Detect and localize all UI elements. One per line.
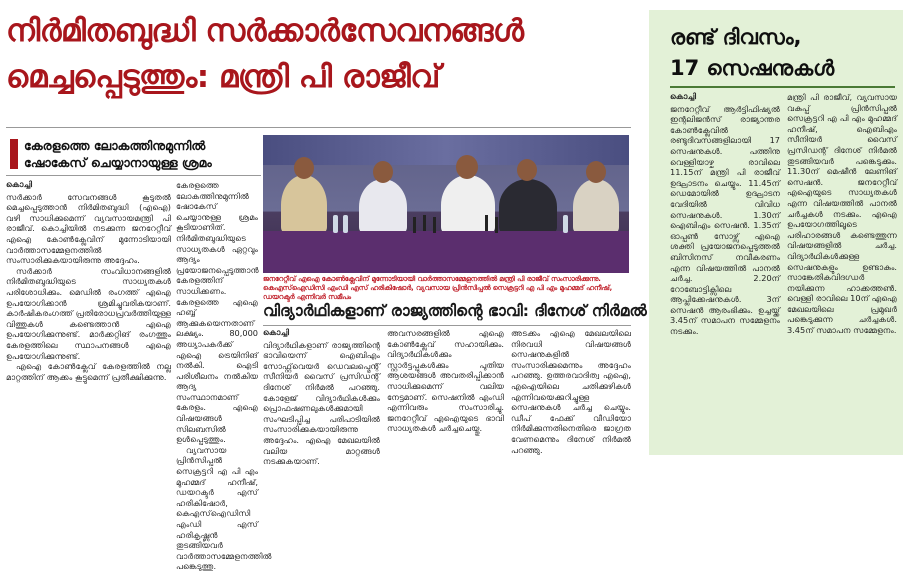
- photo-microphone: [413, 217, 416, 233]
- photo-person: [499, 179, 557, 235]
- photo-water-bottle: [333, 215, 338, 233]
- sidebar-text: ജനറേറ്റീവ് ആർട്ടിഫിഷ്യൽ ഇന്റലിജൻസ് രാജ്യാന്തര കോൺക്ലേവിൽ രണ്ടുദിവസങ്ങളിലായി 17 സെഷനുകൾ. പത്തിനു വെള്ളിയാഴ്ച രാവിലെ 11.15ന് മന്ത്രി പി രാജീവ് ഉദ്ഘാടനം ചെയ്യും. 11.45ന് ഡെമോയിൽ ഉദ്ഘാടന വേദിയിൽ വിവിധ സെഷനുകൾ. 1.30ന് ഐബിഎം സെഷൻ. 1.35ന് ഓപ്പൺ സോഴ്സ് എഐ ശക്തി പ്രയോജനപ്പെടുത്തൽ ബിസിനസ് നവീകരണം എന്ന വിഷയത്തിൽ പാനൽ ചർച്ച. 2.20ന് റോബോട്ടിക്സിലെ ആപ്ലിക്കേഷനുകൾ. 3ന് സെഷൻ ആരംഭിക്കും. ഉച്ചയ്ക്ക് 3.45ന് സമാപന സമ്മേളനം നടക്കും.: [670, 103, 780, 337]
- main-story-column-1: [6, 180, 171, 455]
- main-story-paragraph: സർക്കാർ സേവനങ്ങൾ കൂടുതൽ മെച്ചപ്പെടുത്താൻ നിർമിതബുദ്ധി (എഐ) വഴി സാധിക്കുമെന്ന് വ്യവസായമന്ത്രി പി രാജീവ്. കൊച്ചിയിൽ നടക്കുന്ന ജനറേറ്റീവ് എഐ കോൺക്ലേവിന് മുന്നോടിയായി വാർത്താസമ്മേളനത്തിൽ സംസാരിക്കുകയായിരുന്നു അദ്ദേഹം.: [6, 191, 171, 266]
- subhead-marker: [10, 139, 18, 169]
- second-story-text: അടക്കം എഐ മേഖലയിലെ നിരവധി വിഷയങ്ങൾ സെഷനുകളിൽ സംസാരിക്കുമെന്നും അദ്ദേഹം പറഞ്ഞു. ഉത്തരവാദിത്വ എഐ, എഐയിലെ ചതിക്കുഴികൾ എന്നിവയെക്കുറിച്ചുള്ള സെഷനുകൾ ചർച്ച ചെയ്യും. ഡീപ് ഫേക്ക് വീഡിയോ നിർമിക്കുന്നതിനെതിരെ ജാഗ്രത വേണമെന്നും ദിനേശ് നിർമൽ പറഞ്ഞു.: [511, 328, 631, 455]
- main-story-paragraph: കേരളത്തെ ലോകത്തിനുമുന്നിൽ ഷോകേസ് ചെയ്യാനുള്ള ശ്രമം കൂടിയാണിത്. നിർമിതബുദ്ധിയുടെ സാധ്യതകൾ ഏറ്റവും ആദ്യം പ്രയോജനപ്പെടുത്താൻ കേരളത്തിന് സാധിക്കണം. കേരളത്തെ എഐ ഹബ്ബ് ആക്കുകയെന്നതാണ് ലക്ഷ്യം. 80,000 അധ്യാപകർക്ക് എഐ ട്രെയിനിങ് നൽകി. ഐടി പരിശീലനം നൽകിയ ആദ്യ സംസ്ഥാനമാണ് കേരളം. എഐ വിഷയങ്ങൾ സിലബസിൽ ഉൾപ്പെടുത്തും.: [176, 180, 259, 445]
- photo-water-bottle: [563, 215, 568, 233]
- main-story-paragraph: എഐ കോൺക്ലേവ് കേരളത്തിൽ നല്ല മാറ്റത്തിന് ആക്കം കൂട്ടുമെന്ന് പ്രതീക്ഷിക്കുന്നു.: [6, 361, 171, 382]
- sub-headline-text: കേരളത്തെ ലോകത്തിനുമുന്നിൽ ഷോകേസ് ചെയ്യാനായുള്ള ശ്രമം: [24, 138, 212, 170]
- photo-person: [573, 179, 619, 235]
- main-story-paragraph: സർക്കാർ സംവിധാനങ്ങളിൽ നിർമിതബുദ്ധിയുടെ സാധ്യതകൾ പരിശോധിക്കും. മെഡിൽ രംഗത്ത് എഐ ഉപയോഗിക്കാൻ ശ്രമിച്ചുവരികയാണ്. കാർഷികരംഗത്ത് പ്രതിരോധപ്രവർത്തിയുള്ള വിത്തുകൾ കണ്ടെത്താൻ എഐ ഉപയോഗിക്കുന്നുണ്ട്. മാർക്കറ്റിങ് രംഗത്തും കേരളത്തിലെ സ്ഥാപനങ്ങൾ എഐ ഉപയോഗിക്കുന്നുണ്ട്.: [6, 265, 171, 361]
- second-story-divider: [263, 325, 631, 326]
- sidebar-divider: [670, 86, 895, 88]
- photo-microphone: [433, 217, 436, 233]
- second-story-column-1: [263, 328, 380, 467]
- press-conference-photo: [263, 135, 629, 273]
- subhead-divider: [6, 175, 261, 176]
- sidebar-headline-line-2: 17 സെഷനുകൾ: [670, 56, 835, 80]
- main-headline: [6, 8, 631, 100]
- main-story-paragraph: വ്യവസായ പ്രിൻസിപ്പൽ സെക്രട്ടറി എ പി എം മുഹമ്മദ് ഹനീഷ്, ഡയറക്ടർ എസ് ഹരികിഷോർ, കെഎസ്ഐഡിസി എംഡി എസ് ഹരികൃഷ്ണൻ തുടങ്ങിയവർ വാർത്താസമ്മേളനത്തിൽ പങ്കെടുത്തു.: [176, 444, 272, 572]
- second-story-text: അവസരങ്ങളിൽ എഐ കോൺക്ലേവ് സഹായിക്കും. വിദ്യാർഥികൾക്കും സ്റ്റാർട്ടപ്പുകൾക്കും പുതിയ ആശയങ്ങൾ അവതരിപ്പിക്കാൻ സാധിക്കുമെന്ന് വലിയ നേട്ടമാണ്. സെഷനിൽ എംഡി എന്നിവരും സംസാരിച്ചു. ജനറേറ്റീവ് എഐയുടെ ഭാവി സാധ്യതകൾ ചർച്ചചെയ്തു.: [387, 328, 504, 434]
- main-story-dateline: കൊച്ചി: [6, 180, 32, 189]
- photo-microphone: [485, 215, 488, 231]
- second-story-column-2: [387, 328, 504, 455]
- main-headline-line-2: മെച്ചപ്പെടുത്തും: മന്ത്രി പി രാജീവ്: [6, 59, 440, 95]
- sidebar-dateline: കൊച്ചി: [670, 92, 696, 101]
- photo-person-head: [373, 161, 393, 183]
- headline-divider: [6, 127, 631, 128]
- sidebar-headline: [670, 22, 900, 84]
- photo-backdrop-banner: [263, 135, 629, 165]
- photo-microphone: [495, 217, 498, 233]
- photo-person: [359, 179, 407, 235]
- sidebar-column-2: [787, 92, 897, 452]
- photo-person-head: [586, 161, 606, 183]
- sidebar-text: മന്ത്രി പി രാജീവ്, വ്യവസായ വകുപ്പ് പ്രിൻസിപ്പൽ സെക്രട്ടറി എ പി എം മുഹമ്മദ് ഹനീഷ്, ഐബിഎം സീനിയർ വൈസ് പ്രസിഡന്റ് ദിനേശ് നിർമൽ തുടങ്ങിയവർ പങ്കെടുക്കും. 11.30ന് മെഷീൻ ലേണിങ് സെഷൻ. ജനറേറ്റീവ് എഐയുടെ സാധ്യതകൾ എന്ന വിഷയത്തിൽ പാനൽ ചർച്ചകൾ നടക്കും. എഐ ഉപയോഗത്തിലൂടെ പരിഹാരങ്ങൾ കണ്ടെത്തുന്ന വിഷയങ്ങളിൽ ചർച്ച. വിദ്യാർഥികൾക്കുള്ള സെഷനുകളും ഉണ്ടാകും. സാങ്കേതികവിദഗ്ധർ നയിക്കുന്ന ഹാക്കത്തൺ. വെള്ളി രാവിലെ 10ന് എഐ മേഖലയിലെ പ്രമുഖർ പങ്കെടുക്കുന്ന ചർച്ചകൾ. 3.45ന് സമാപന സമ്മേളനം.: [787, 92, 897, 336]
- photo-water-bottle: [343, 215, 348, 233]
- photo-person-head: [456, 155, 478, 179]
- photo-microphone: [423, 215, 426, 231]
- second-story-dateline: കൊച്ചി: [263, 328, 289, 337]
- main-headline-line-1: നിർമിതബുദ്ധി സർക്കാർസേവനങ്ങൾ: [6, 13, 524, 49]
- sub-headline: [6, 137, 261, 171]
- photo-caption: ജനറേറ്റീവ് എഐ കോൺക്ലേവിന് മുന്നോടിയായി വാർത്താസമ്മേളനത്തിൽ മന്ത്രി പി രാജീവ് സംസാരിക്കുന്നു. കെഎസ്ഐഡിസി എംഡി എസ് ഹരികിഷോർ, വ്യവസായ പ്രിൻസിപ്പൽ സെക്രട്ടറി എ പി എം മുഹമ്മദ് ഹനീഷ്, ഡയറക്ടർ എന്നിവർ സമീപം: [263, 275, 613, 301]
- photo-table: [263, 231, 629, 273]
- photo-person: [281, 175, 327, 235]
- main-story-column-2-flow: [176, 180, 272, 572]
- photo-person-head: [294, 157, 314, 179]
- photo-person-head: [517, 159, 537, 181]
- sidebar-column-1: [670, 92, 780, 452]
- sidebar-headline-line-1: രണ്ട് ദിവസം,: [670, 25, 802, 49]
- second-story-headline: വിദ്യാർഥികളാണ് രാജ്യത്തിന്റെ ഭാവി: ദിനേശ് നിർമൽ: [263, 302, 647, 320]
- second-story-column-3: [511, 328, 631, 455]
- second-story-text: വിദ്യാർഥികളാണ് രാജ്യത്തിന്റെ ഭാവിയെന്ന് ഐബിഎം സോഫ്റ്റ്‌വെയർ ഡെവലപ്മെന്റ് സീനിയർ വൈസ് പ്രസിഡന്റ് ദിനേശ് നിർമൽ പറഞ്ഞു. കോളേജ് വിദ്യാർഥികൾക്കും പ്രൊഫഷണലുകൾക്കുമായി സംഘടിപ്പിച്ച പരിപാടിയിൽ സംസാരിക്കുകയായിരുന്നു അദ്ദേഹം. എഐ മേഖലയിൽ വലിയ മാറ്റങ്ങൾ നടക്കുകയാണ്.: [263, 339, 380, 467]
